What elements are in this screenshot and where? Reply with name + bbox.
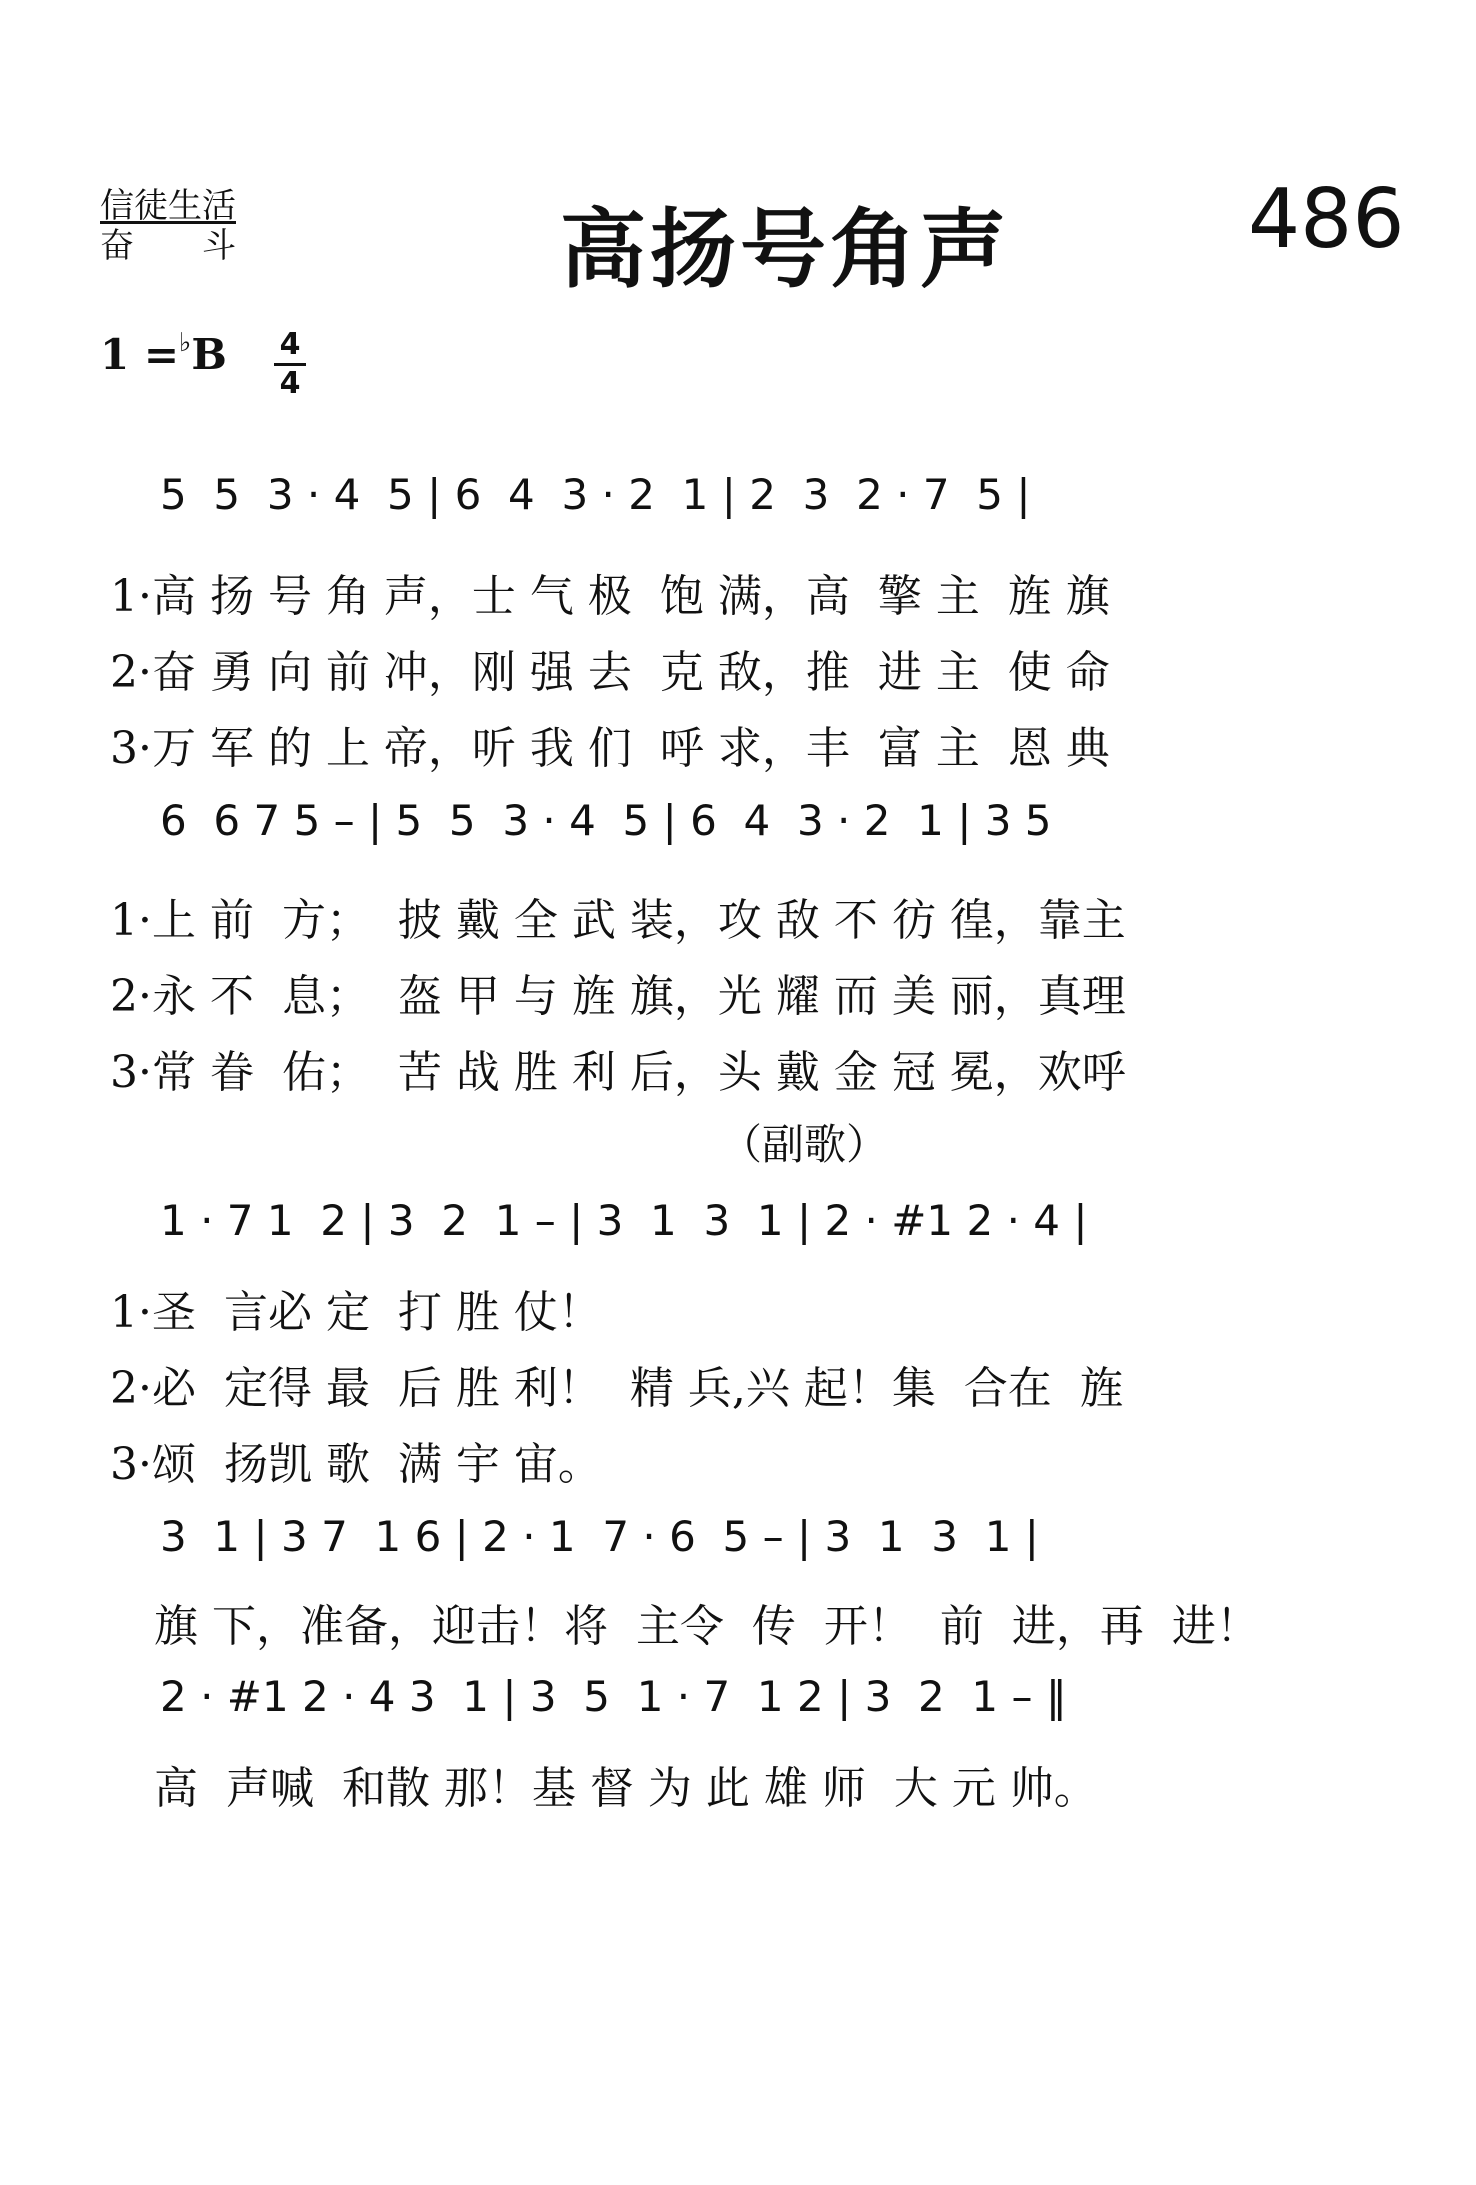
key-signature (100, 330, 227, 379)
notes-line: 5 5 3 · 4 5 | 6 4 3 · 2 1 | 2 3 2 · 7 5 | (160, 470, 1031, 519)
refrain-line: 高 声喊 和散 那！基 督 为 此 雄 师 大 元 帅。 (154, 1763, 1098, 1814)
time-bottom: 4 (279, 366, 301, 401)
verse-2-line: 2·永 不 息； 盔 甲 与 旌 旗，光 耀 而 美 丽，真理 (110, 971, 1126, 1022)
verse-3-line: 3·万 军 的 上 帝，听 我 们 呼 求，丰 富 主 恩 典 (110, 723, 1110, 774)
verse-1-line: 1·高 扬 号 角 声，士 气 极 饱 满，高 擎 主 旌 旗 (110, 571, 1110, 622)
verse-3-line: 3·常 眷 佑； 苦 战 胜 利 后，头 戴 金 冠 冕，欢呼 (110, 1047, 1126, 1098)
time-signature (274, 328, 306, 401)
key-prefix: 1 = (100, 330, 180, 379)
hymn-number: 486 (1248, 172, 1405, 267)
key-note: B (191, 330, 227, 379)
category-line-1: 信徒生活 (100, 186, 236, 226)
verse-1-line: 1·上 前 方； 披 戴 全 武 装，攻 敌 不 彷 徨，靠主 (110, 895, 1126, 946)
verse-2-line: 2·必 定得 最 后 胜 利！ 精 兵,兴 起！集 合在 旌 (110, 1363, 1124, 1414)
hymn-title: 高扬号角声 (560, 200, 1010, 300)
verse-3-line: 3·颂 扬凯 歌 满 宇 宙。 (110, 1439, 602, 1490)
notes-line: 3 1 | 3 7 1 6 | 2 · 1 7 · 6 5 – | 3 1 3 1 | (160, 1512, 1039, 1561)
notes-line: 6 6 7 5 – | 5 5 3 · 4 5 | 6 4 3 · 2 1 | 3 5 (160, 796, 1052, 845)
verse-1-line: 1·圣 言必 定 打 胜 仗！ (110, 1287, 602, 1338)
verse-2-line: 2·奋 勇 向 前 冲，刚 强 去 克 敌，推 进 主 使 命 (110, 647, 1110, 698)
flat-sign: ♭ (179, 328, 192, 358)
chorus-label: （副歌） (720, 1120, 889, 1169)
category-line-2: 奋 斗 (100, 226, 236, 266)
notes-line: 1 · 7 1 2 | 3 2 1 – | 3 1 3 1 | 2 · #1 2 · 4 | (160, 1196, 1088, 1245)
notes-line: 2 · #1 2 · 4 3 1 | 3 5 1 · 7 1 2 | 3 2 1 – ‖ (160, 1672, 1067, 1721)
refrain-line: 旗 下，准备，迎击！将 主令 传 开！ 前 进，再 进！ (154, 1601, 1260, 1652)
category-label (100, 186, 236, 266)
time-top: 4 (279, 327, 301, 362)
